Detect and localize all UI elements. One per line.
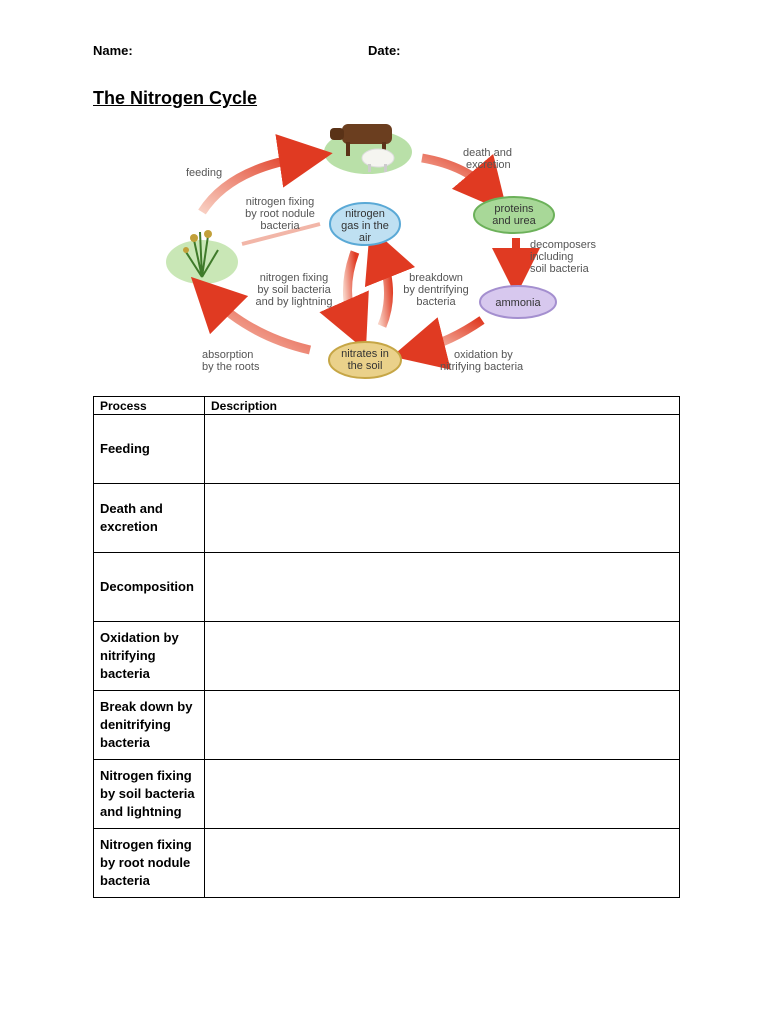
soil-lightning-label-1: nitrogen fixing <box>259 272 329 284</box>
nitrogen-cycle-diagram <box>150 112 610 384</box>
proteins-node-label-1: proteins <box>494 203 534 215</box>
decomposers-label-3: soil bacteria <box>530 263 589 275</box>
process-line: Decomposition <box>100 579 194 594</box>
oxidation-label-1: oxidation by <box>454 349 513 361</box>
breakdown-label-3: bacteria <box>416 296 456 308</box>
process-line: by root nodule <box>100 855 191 870</box>
description-cell[interactable] <box>205 691 680 760</box>
table-row <box>94 691 680 760</box>
process-line: nitrifying <box>100 648 156 663</box>
root-nodule-label-3: bacteria <box>260 220 300 232</box>
absorption-label-1: absorption <box>202 349 254 361</box>
date-label: Date: <box>368 43 401 58</box>
soil-lightning-label-3: and by lightning <box>255 296 333 308</box>
process-line: bacteria <box>100 666 150 681</box>
table-header-row <box>94 397 680 415</box>
description-cell[interactable] <box>205 415 680 484</box>
process-table <box>93 396 680 898</box>
soil-fixing-arrow <box>348 252 356 326</box>
process-cell <box>94 553 205 622</box>
process-line: excretion <box>100 519 158 534</box>
table-row <box>94 415 680 484</box>
absorption-label-2: by the roots <box>202 361 260 373</box>
process-line: Nitrogen fixing <box>100 837 192 852</box>
decomposers-label-2: including <box>530 251 574 263</box>
proteins-node-label-2: and urea <box>492 215 536 227</box>
description-cell[interactable] <box>205 484 680 553</box>
root-nodule-label-1: nitrogen fixing <box>245 196 315 208</box>
process-line: Feeding <box>100 441 150 456</box>
feeding-label: feeding <box>186 167 223 179</box>
process-line: Break down by <box>100 699 193 714</box>
breakdown-label-1: breakdown <box>409 272 463 284</box>
table-row <box>94 484 680 553</box>
process-cell <box>94 484 205 553</box>
name-label: Name: <box>93 43 133 58</box>
ammonia-node-label: ammonia <box>495 297 541 309</box>
air-node-label-2: gas in the <box>341 220 389 232</box>
process-cell <box>94 829 205 898</box>
description-cell[interactable] <box>205 622 680 691</box>
page-title: The Nitrogen Cycle <box>93 88 258 108</box>
oxidation-label-2: nitrifying bacteria <box>440 361 524 373</box>
death-label-2: excretion <box>466 159 511 171</box>
process-line: by soil bacteria <box>100 786 195 801</box>
process-cell <box>94 415 205 484</box>
process-header: Process <box>94 397 205 415</box>
process-cell <box>94 622 205 691</box>
table-row <box>94 553 680 622</box>
description-cell[interactable] <box>205 760 680 829</box>
decomposers-label-1: decomposers <box>530 239 597 251</box>
soil-lightning-label-2: by soil bacteria <box>257 284 331 296</box>
nitrates-node-label-2: the soil <box>347 360 383 372</box>
process-cell <box>94 760 205 829</box>
description-header: Description <box>205 397 680 415</box>
description-cell[interactable] <box>205 553 680 622</box>
breakdown-label-2: by dentrifying <box>403 284 469 296</box>
process-line: denitrifying <box>100 717 171 732</box>
air-node-label-1: nitrogen <box>345 208 385 220</box>
root-nodule-label-2: by root nodule <box>245 208 315 220</box>
process-line: Nitrogen fixing <box>100 768 192 783</box>
process-line: bacteria <box>100 873 150 888</box>
process-line: bacteria <box>100 735 150 750</box>
air-node-label-3: air <box>358 232 372 244</box>
table-row <box>94 622 680 691</box>
description-cell[interactable] <box>205 829 680 898</box>
nitrates-node-label-1: nitrates in <box>341 348 389 360</box>
breakdown-arrow <box>380 252 389 326</box>
table-row <box>94 760 680 829</box>
oxidation-arrow <box>418 320 482 350</box>
table-row <box>94 829 680 898</box>
death-label-1: death and <box>463 147 512 159</box>
process-cell <box>94 691 205 760</box>
process-line: Oxidation by <box>100 630 179 645</box>
process-line: Death and <box>100 501 163 516</box>
process-line: and lightning <box>100 804 182 819</box>
